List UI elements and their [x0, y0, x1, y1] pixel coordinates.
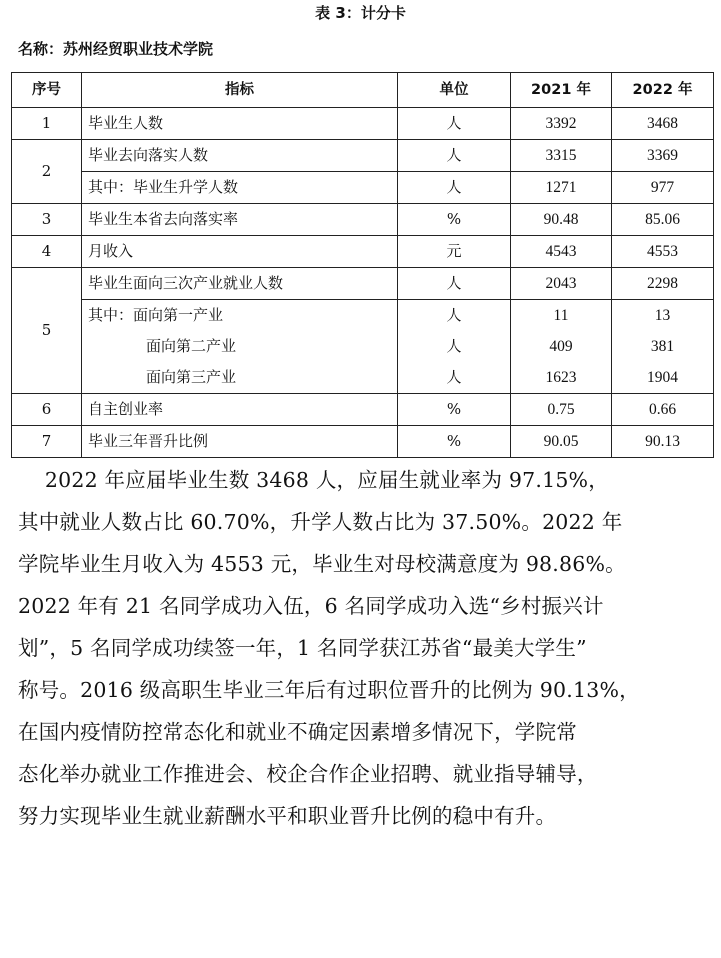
row-2021: 409: [511, 331, 612, 362]
table-caption: 表 3：计分卡: [315, 4, 406, 22]
row-2022: 85.06: [612, 204, 714, 236]
table-header-row: [12, 73, 714, 108]
row-indicator: 面向第三产业: [82, 362, 398, 394]
table-row: [12, 236, 714, 268]
row-2021: 11: [511, 300, 612, 332]
row-2021: 1271: [511, 172, 612, 204]
row-indicator: 毕业生本省去向落实率: [82, 204, 398, 236]
header-2022: 2022 年: [612, 73, 714, 108]
row-unit: 人: [398, 172, 511, 204]
table-row: [12, 172, 714, 204]
table-row: [12, 140, 714, 172]
header-unit: 单位: [398, 73, 511, 108]
row-unit: 人: [398, 331, 511, 362]
row-2021: 0.75: [511, 394, 612, 426]
header-no: 序号: [12, 73, 82, 108]
row-indicator: 毕业生面向三次产业就业人数: [82, 268, 398, 300]
table-row: [12, 331, 714, 362]
row-unit: 人: [398, 300, 511, 332]
row-2022: 3369: [612, 140, 714, 172]
paragraph-line: 划”，5 名同学成功续签一年，1 名同学获江苏省“最美大学生”: [18, 636, 587, 660]
row-no: 3: [12, 204, 82, 236]
paragraph-line: 2022 年应届毕业生数 3468 人，应届生就业率为 97.15%，: [18, 468, 609, 492]
row-indicator: 毕业三年晋升比例: [82, 426, 398, 458]
row-no: 6: [12, 394, 82, 426]
row-unit: 人: [398, 362, 511, 394]
row-2021: 90.48: [511, 204, 612, 236]
row-2022: 381: [612, 331, 714, 362]
table-row: [12, 394, 714, 426]
row-2021: 3315: [511, 140, 612, 172]
row-indicator: 其中：毕业生升学人数: [82, 172, 398, 204]
row-unit: %: [398, 426, 511, 458]
paragraph-line: 努力实现毕业生就业薪酬水平和职业晋升比例的稳中有升。: [18, 804, 557, 828]
paragraph-line: 学院毕业生月收入为 4553 元，毕业生对母校满意度为 98.86%。: [18, 552, 626, 576]
table-row: [12, 362, 714, 394]
row-2022: 977: [612, 172, 714, 204]
row-2022: 4553: [612, 236, 714, 268]
table-row: [12, 204, 714, 236]
row-indicator: 自主创业率: [82, 394, 398, 426]
paragraph-line: 态化举办就业工作推进会、校企合作企业招聘、就业指导辅导，: [18, 762, 598, 786]
row-unit: %: [398, 394, 511, 426]
row-indicator: 毕业生人数: [82, 108, 398, 140]
row-no: 2: [12, 140, 82, 204]
row-2022: 13: [612, 300, 714, 332]
table-row: [12, 268, 714, 300]
row-2022: 3468: [612, 108, 714, 140]
row-2022: 1904: [612, 362, 714, 394]
table-row: [12, 108, 714, 140]
table-row: [12, 426, 714, 458]
row-unit: 元: [398, 236, 511, 268]
paragraph-line: 在国内疫情防控常态化和就业不确定因素增多情况下，学院常: [18, 720, 577, 744]
row-no: 7: [12, 426, 82, 458]
paragraph-line: 称号。2016 级高职生毕业三年后有过职位晋升的比例为 90.13%，: [18, 678, 640, 702]
paragraph-line: 2022 年有 21 名同学成功入伍，6 名同学成功入选“乡村振兴计: [18, 594, 604, 618]
row-unit: %: [398, 204, 511, 236]
header-2021: 2021 年: [511, 73, 612, 108]
row-no: 4: [12, 236, 82, 268]
row-unit: 人: [398, 108, 511, 140]
header-indicator: 指标: [82, 73, 398, 108]
scorecard-table: [11, 72, 714, 458]
summary-paragraph: [18, 459, 708, 837]
row-no: 5: [12, 268, 82, 394]
school-name: 名称：苏州经贸职业技术学院: [18, 40, 214, 58]
row-2021: 4543: [511, 236, 612, 268]
row-unit: 人: [398, 140, 511, 172]
paragraph-line: 其中就业人数占比 60.70%，升学人数占比为 37.50%。2022 年: [18, 510, 623, 534]
row-indicator: 月收入: [82, 236, 398, 268]
row-2021: 1623: [511, 362, 612, 394]
row-2022: 0.66: [612, 394, 714, 426]
table-row: [12, 300, 714, 332]
row-2021: 90.05: [511, 426, 612, 458]
row-2021: 3392: [511, 108, 612, 140]
row-2021: 2043: [511, 268, 612, 300]
row-no: 1: [12, 108, 82, 140]
row-indicator: 其中：面向第一产业: [82, 300, 398, 332]
row-2022: 90.13: [612, 426, 714, 458]
row-indicator: 毕业去向落实人数: [82, 140, 398, 172]
row-indicator: 面向第二产业: [82, 331, 398, 362]
row-unit: 人: [398, 268, 511, 300]
row-2022: 2298: [612, 268, 714, 300]
